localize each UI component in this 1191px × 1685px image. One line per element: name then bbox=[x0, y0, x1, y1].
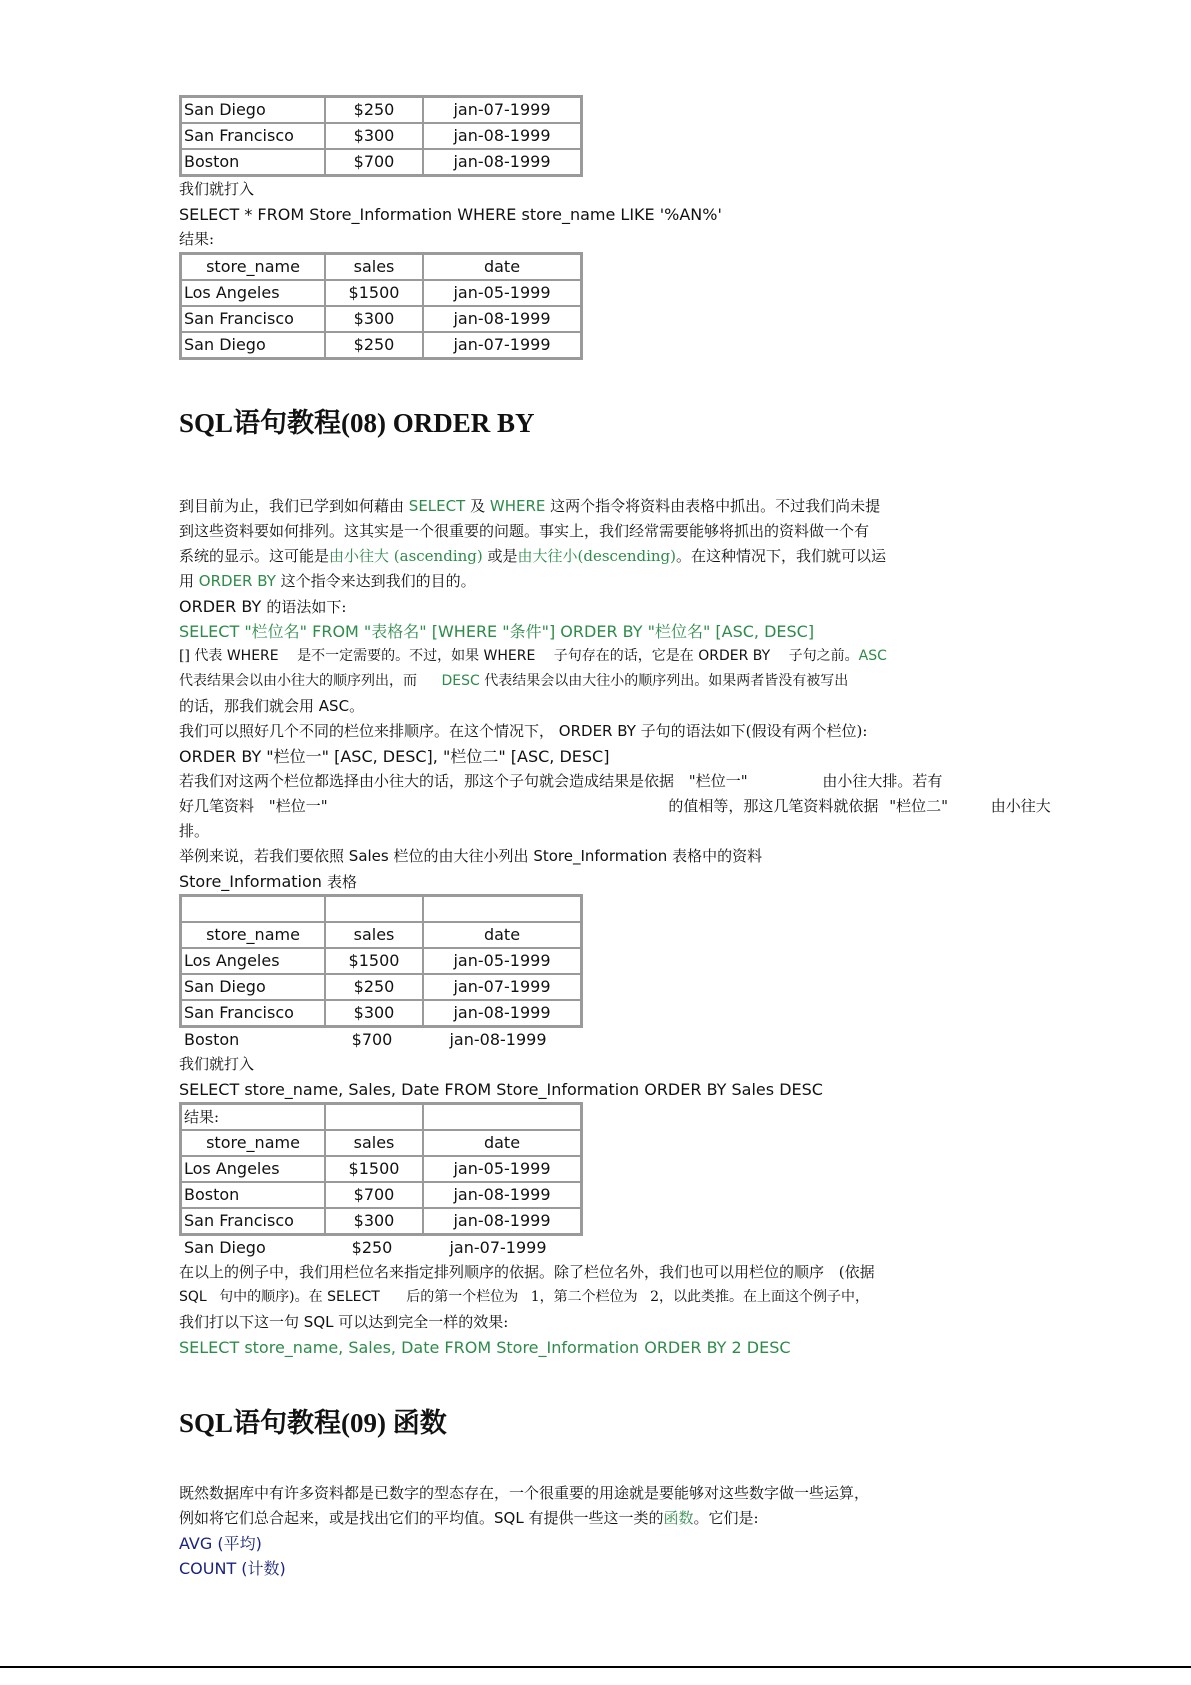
table-row: Los Angeles $1500 jan-05-1999 bbox=[181, 948, 582, 974]
syntax-intro: ORDER BY 的语法如下: bbox=[179, 597, 347, 616]
paragraph: 我们就打入 bbox=[179, 180, 255, 198]
table-row: San Francisco $300 jan-08-1999 bbox=[181, 123, 582, 149]
table-header-row: store_name sales date bbox=[181, 254, 582, 281]
paragraph: SQL 句中的顺序)。在 SELECT 后的第一个栏位为 1，第二个栏位为 2，以此类推。在上面这个例子中， bbox=[179, 1289, 870, 1305]
note-line: 代表结果会以由小往大的顺序列出，而 DESC 代表结果会以由大往小的顺序列出。如果两者皆没有被写出 bbox=[179, 673, 849, 689]
function-item-avg: AVG (平均) bbox=[179, 1534, 262, 1553]
table-row: San Francisco $300 jan-08-1999 bbox=[181, 1000, 582, 1027]
table-row: San Diego $250 jan-07-1999 bbox=[181, 97, 582, 124]
table-row: San Diego $250 jan-07-1999 bbox=[184, 1238, 547, 1257]
table-row: San Diego $250 jan-07-1999 bbox=[181, 332, 582, 359]
function-item-count: COUNT (计数) bbox=[179, 1559, 286, 1578]
note-line: 的话，那我们就会用 ASC。 bbox=[179, 697, 365, 715]
syntax-statement: SELECT "栏位名" FROM "表格名" [WHERE "条件"] ORDER BY "栏位名" [ASC, DESC] bbox=[179, 622, 815, 641]
paragraph: 我们打以下这一句 SQL 可以达到完全一样的效果: bbox=[179, 1313, 509, 1331]
paragraph: 在以上的例子中，我们用栏位名来指定排列顺序的依据。除了栏位名外，我们也可以用栏位的顺序 (依据 bbox=[179, 1263, 875, 1281]
paragraph: 例如将它们总合起来，或是找出它们的平均值。SQL 有提供一些这一类的函数。它们是: bbox=[179, 1509, 759, 1527]
table-row-empty bbox=[181, 896, 582, 923]
syntax-statement: ORDER BY "栏位一" [ASC, DESC], "栏位二" [ASC, DESC] bbox=[179, 747, 610, 766]
table-header-row: store_name sales date bbox=[181, 922, 582, 948]
table-caption: Store_Information 表格 bbox=[179, 872, 358, 891]
table-row: Los Angeles $1500 jan-05-1999 bbox=[181, 1156, 582, 1182]
table-row: San Francisco $300 jan-08-1999 bbox=[181, 1208, 582, 1235]
store-information-table bbox=[179, 894, 583, 1028]
table-row: Boston $700 jan-08-1999 bbox=[181, 1182, 582, 1208]
table-caption-row: 结果: bbox=[181, 1104, 582, 1131]
paragraph: 到这些资料要如何排列。这其实是一个很重要的问题。事实上，我们经常需要能够将抓出的资料做一个有 bbox=[179, 522, 870, 540]
paragraph: 好几笔资料 "栏位一" 的值相等，那这几笔资料就依据 "栏位二" 由小往大 bbox=[179, 797, 1051, 815]
table-row: Boston $700 jan-08-1999 bbox=[181, 149, 582, 176]
like-result-table bbox=[179, 252, 583, 360]
paragraph: 到目前为止，我们已学到如何藉由 SELECT 及 WHERE 这两个指令将资料由表格中抓出。不过我们尚未提 bbox=[179, 497, 881, 515]
sql-statement: SELECT store_name, Sales, Date FROM Store_Information ORDER BY Sales DESC bbox=[179, 1080, 823, 1099]
table-header-row: store_name sales date bbox=[181, 1130, 582, 1156]
section-title-08: SQL语句教程(08) ORDER BY bbox=[179, 408, 535, 438]
table-row: San Francisco $300 jan-08-1999 bbox=[181, 306, 582, 332]
paragraph: 既然数据库中有许多资料都是已数字的型态存在，一个很重要的用途就是要能够对这些数字做一些运算， bbox=[179, 1484, 870, 1502]
table-row: Boston $700 jan-08-1999 bbox=[184, 1030, 547, 1049]
table-row: San Diego $250 jan-07-1999 bbox=[181, 974, 582, 1000]
paragraph: 我们可以照好几个不同的栏位来排顺序。在这个情况下， ORDER BY 子句的语法如下(假设有两个栏位): bbox=[179, 722, 868, 740]
document-page bbox=[179, 95, 1159, 1581]
note-line: [] 代表 WHERE 是不一定需要的。不过，如果 WHERE 子句存在的话，它是在 ORDER BY 子句之前。ASC bbox=[179, 648, 887, 664]
store-table-partial bbox=[179, 95, 583, 177]
paragraph: 我们就打入 bbox=[179, 1055, 255, 1073]
paragraph: 举例来说，若我们要依照 Sales 栏位的由大往小列出 Store_Information 表格中的资料 bbox=[179, 847, 763, 865]
table-trailing-row bbox=[179, 1236, 576, 1260]
result-label: 结果: bbox=[179, 230, 215, 248]
paragraph: 用 ORDER BY 这个指令来达到我们的目的。 bbox=[179, 572, 476, 590]
sql-statement: SELECT * FROM Store_Information WHERE store_name LIKE '%AN%' bbox=[179, 205, 722, 224]
section-title-09: SQL语句教程(09) 函数 bbox=[179, 1408, 447, 1438]
table-row: Los Angeles $1500 jan-05-1999 bbox=[181, 280, 582, 306]
sql-statement: SELECT store_name, Sales, Date FROM Store_Information ORDER BY 2 DESC bbox=[179, 1338, 791, 1357]
page-divider bbox=[0, 1666, 1191, 1668]
paragraph: 若我们对这两个栏位都选择由小往大的话，那这个子句就会造成结果是依据 "栏位一" 由小往大排。若有 bbox=[179, 772, 943, 790]
table-trailing-row bbox=[179, 1028, 576, 1052]
paragraph: 排。 bbox=[179, 822, 210, 840]
paragraph: 系统的显示。这可能是由小往大 (ascending) 或是由大往小(descending)。在这种情况下，我们就可以运 bbox=[179, 547, 887, 565]
order-result-table bbox=[179, 1102, 583, 1236]
